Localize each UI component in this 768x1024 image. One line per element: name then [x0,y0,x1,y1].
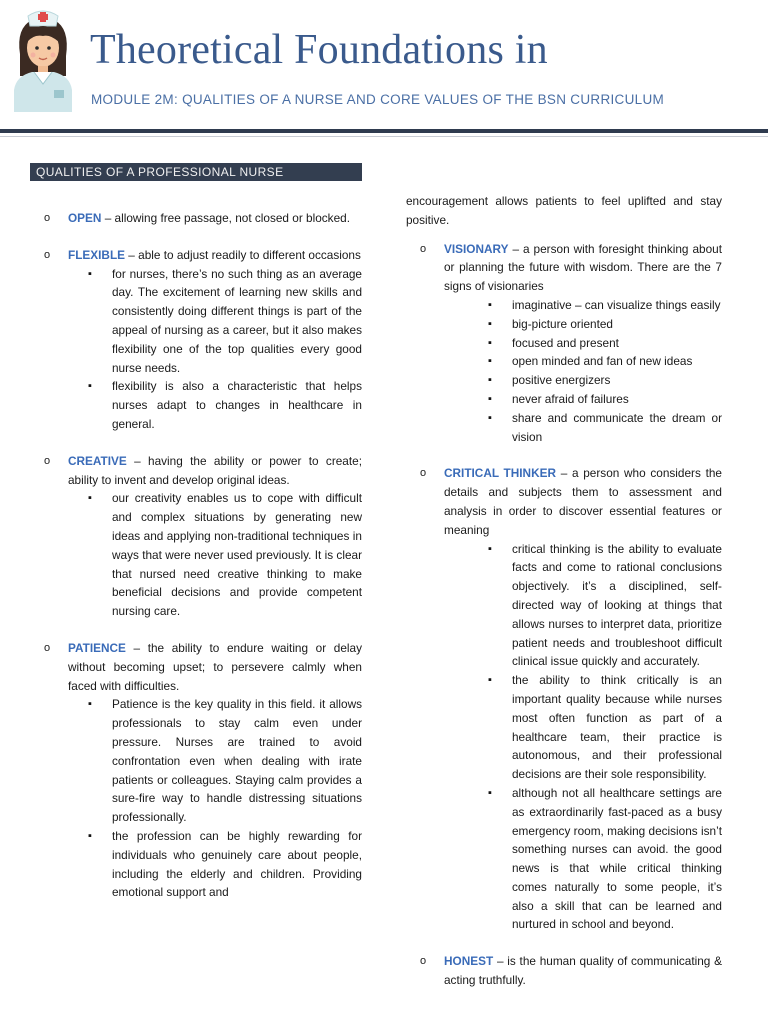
quality-creative [30,452,362,621]
quality-definition: – allowing free passage, not closed or blocked. [101,211,350,225]
list-item: ▪ Patience is the key quality in this field. it allows professionals to stay calm even under pressure. Nurses are trained to avoid confrontation even when dealing with irate patients or colleagues. Staying calm provides a sure-fire way to handle distressing situations professionally. [68,695,362,827]
quality-definition: – a person with foresight thinking about or planning the future with wisdom. There are the 7 signs of visionaries [444,241,722,294]
list-item: ▪ the profession can be highly rewarding for individuals who genuinely care about people, including the elderly and children. Providing emotional support and [68,827,362,902]
patience-bullets [68,695,362,902]
critical-bullets [444,540,722,935]
qualities-list-right [406,240,722,990]
header-divider [0,129,768,133]
qualities-list-left [30,209,362,902]
list-item: ▪ positive energizers [444,371,722,390]
quality-term: HONEST [444,954,494,969]
header-divider-thin [0,136,768,137]
list-item: ▪ critical thinking is the ability to evaluate facts and come to rational conclusions objectively. it’s a disciplined, self-directed way of looking at things that allows nurses to interpret data, prioritize patient needs and troubleshoot difficult clinical issue quickly and accurately. [444,540,722,672]
creative-bullets [68,489,362,621]
quality-critical-thinker [406,464,722,934]
quality-flexible [30,246,362,434]
list-item: ▪ flexibility is also a characteristic that helps nurses adapt to changes in healthcare in general. [68,377,362,433]
list-item: ▪ open minded and fan of new ideas [444,352,722,371]
list-item: ▪ focused and present [444,334,722,353]
list-item: ▪ although not all healthcare settings are as extraordinarily fast-paced as a busy emergency room, making decisions isn’t something nurses can avoid. the good news is that while critical thinking comes naturally to some people, it’s also a skill that can be learned and nurtured in school and beyond. [444,784,722,934]
module-subtitle: MODULE 2M: QUALITIES OF A NURSE AND CORE VALUES OF THE BSN CURRICULUM [91,92,665,107]
quality-open [30,209,362,228]
list-item: ▪ never afraid of failures [444,390,722,409]
quality-definition: – able to adjust readily to different occasions [125,247,361,262]
quality-term: CRITICAL THINKER [444,466,556,481]
quality-definition: – the ability to endure waiting or delay without becoming upset; to persevere calmly when faced with difficulties. [68,640,362,693]
list-item: ▪ imaginative – can visualize things easily [444,296,722,315]
quality-definition: – is the human quality of communicating & acting truthfully. [444,954,722,988]
quality-term: VISIONARY [444,241,509,256]
section-heading: QUALITIES OF A PROFESSIONAL NURSE [30,163,362,181]
nurse-avatar-icon [10,6,76,112]
quality-honest [406,952,722,990]
list-item: ▪ for nurses, there’s no such thing as an average day. The excitement of learning new skills and consistently doing different things is part of the appeal of nursing as a career, but it also makes flexibility one of the top qualities every good nurse needs. [68,265,362,378]
page-header [0,0,768,132]
list-item: ▪ our creativity enables us to cope with difficult and complex situations by generating new ideas and applying non-traditional techniques in ways that were never used previously. It is clear that nursed need creative thinking to make beneficial decisions and provide competent nursing care. [68,489,362,621]
list-item: ▪ share and communicate the dream or vision [444,409,722,447]
left-column [30,163,362,920]
quality-term: PATIENCE [68,640,126,655]
quality-definition: – a person who considers the details and subjects them to assessment and analysis in order to discover essential features or meaning [444,466,722,537]
quality-term: FLEXIBLE [68,247,126,262]
flexible-bullets [68,265,362,434]
list-item: ▪ big-picture oriented [444,315,722,334]
page-title: Theoretical Foundations in [90,27,548,73]
visionary-bullets [444,296,722,446]
quality-term: CREATIVE [68,453,127,468]
quality-patience [30,639,362,902]
right-column [406,192,722,1008]
continuation-text: encouragement allows patients to feel uplifted and stay positive. [406,194,722,227]
quality-term: OPEN [68,211,102,225]
list-item: ▪ the ability to think critically is an important quality because while nurses most often function as part of a healthcare team, their practice is autonomous, and their professional decisions are their sole responsibility. [444,671,722,784]
quality-definition: – having the ability or power to create; ability to invent and develop original ideas. [68,453,362,487]
quality-visionary [406,240,722,447]
